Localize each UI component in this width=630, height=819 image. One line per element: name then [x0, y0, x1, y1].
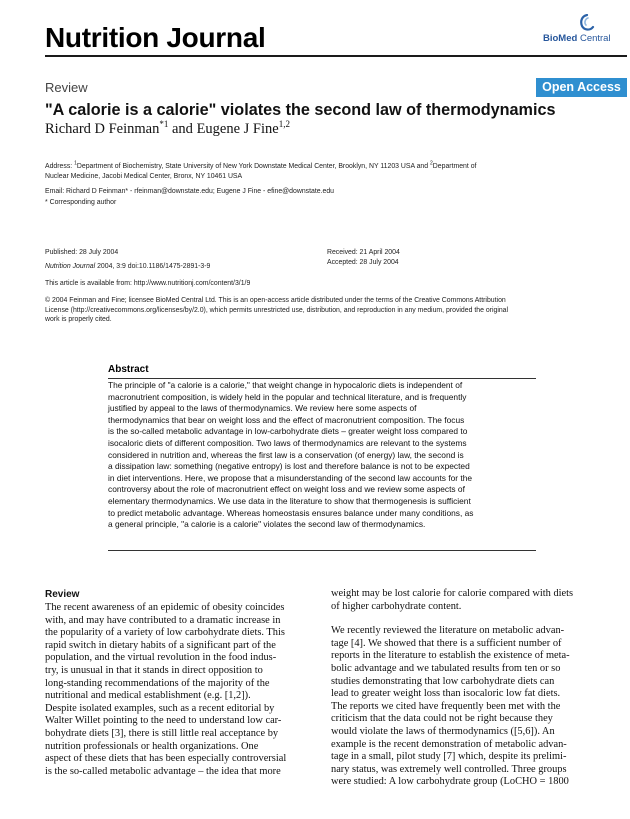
biomed-central-logo[interactable]	[543, 14, 623, 48]
body-column-right	[331, 588, 599, 789]
abstract-heading: Abstract	[108, 364, 149, 375]
body-column-left	[45, 589, 313, 778]
email-line[interactable]: Email: Richard D Feinman* - rfeinman@downstate.edu; Eugene J Fine - efine@downstate.edu	[45, 188, 334, 195]
abstract-box	[108, 364, 536, 552]
abstract-rule	[108, 550, 536, 551]
received-date: Received: 21 April 2004	[327, 249, 400, 256]
biomed-swirl-icon	[579, 14, 595, 32]
author-joiner: and	[168, 121, 197, 137]
citation-line: Nutrition Journal 2004, 3:9 doi:10.1186/1475-2891-3-9	[45, 263, 211, 270]
body-paragraph: weight may be lost calorie for calorie compared with diets of higher carbohydrate content.	[331, 588, 574, 612]
abstract-rule	[108, 378, 536, 379]
accepted-date: Accepted: 28 July 2004	[327, 259, 399, 266]
author-list	[45, 121, 290, 138]
journal-title: Nutrition Journal	[45, 22, 266, 53]
publisher-name: BioMed Central	[543, 33, 611, 44]
published-date: Published: 28 July 2004	[45, 249, 119, 256]
author-affiliation-mark: 1,2	[278, 119, 290, 130]
author-name[interactable]: Eugene J Fine	[196, 121, 279, 137]
abstract-text: The principle of "a calorie is a calorie," that weight change in hypocaloric diets is independent of macronutrient composition, is widely held in the popular and technical literature, and is frequently justified by appeal to the laws of thermodynamics. We review here some aspects of thermodynamics that bear on weight loss and the effect of macronutrient composition. The focus is the so-called metabolic advantage in low-carbohydrate diets – greater weight loss compared to isocaloric diets of different composition. Two laws of thermodynamics are relevant to the systems considered in nutrition and, whereas the first law is a conservation (of energy) law, the second is a dissipation law: something (negative entropy) is lost and therefore balance is not to be expected in diet interventions. Here, we propose that a misunderstanding of the second law accounts for the controversy about the role of macronutrient effect on weight loss and we review some aspects of elementary thermodynamics. We use data in the literature to show that thermogenesis is sufficient to predict metabolic advantage. Whereas homeostasis ensures balance under many conditions, as a general principle, "a calorie is a calorie" violates the second law of thermodynamics.	[108, 380, 474, 530]
article-availability[interactable]: This article is available from: http://www.nutritionj.com/content/3/1/9	[45, 280, 251, 287]
section-heading: Review	[45, 589, 80, 600]
copyright-notice: © 2004 Feinman and Fine; licensee BioMed Central Ltd. This is an open-access article distributed under the terms of the Creative Commons Attribution License (http://creativecommons.org/licenses/by/2.0), which permits unrestricted use, distribution, and reproduction in any medium, provided the original work is properly cited.	[45, 297, 509, 324]
header-rule	[45, 55, 627, 57]
address-line-2: Nuclear Medicine, Jacobi Medical Center, Bronx, NY 10461 USA	[45, 172, 243, 180]
article-section-label: Review	[45, 80, 88, 95]
paper-title: "A calorie is a calorie" violates the second law of thermodynamics	[45, 101, 556, 119]
open-access-badge: Open Access	[536, 78, 627, 97]
body-paragraph: We recently reviewed the literature on metabolic advan- tage [4]. We showed that there is a sufficient number of reports in the literature to establish the existence of meta- bolic advantage and we tabulated results from ten or so studies demonstrating that low carbohydrate diets can lead to greater weight loss than isocaloric low fat diets. The reports we cited have frequently been met with the criticism that the data could not be right because they would violate the laws of thermodynamics ([5,6]). An example is the recent demonstration of metabolic advan- tage in a small, pilot study [7] which, despite its prelimi- nary status, was extremely well controlled. Three groups were studied: A low carbohydrate group (LoCHO = 1800	[331, 625, 570, 788]
address-line-1: Address: $^1$Department of Biochemistry, State University of New York Downstate Medical Center, Brooklyn, NY 11203 USA and $^2$Department of	[45, 160, 477, 170]
address-block	[45, 162, 615, 181]
author-affiliation-mark: *1	[159, 119, 169, 130]
author-name[interactable]: Richard D Feinman	[45, 121, 160, 137]
corresponding-author-note: * Corresponding author	[45, 199, 117, 206]
body-paragraph: The recent awareness of an epidemic of obesity coincides with, and may have contributed to a dramatic increase in the popularity of a variety of low carbohydrate diets. This rapid switch in dietary habits of a significant part of the population, and the virtual revolution in the food indus- try, is unusual in that it stands in direct opposition to long-standing recommendations of the majority of the nutritional and medical establishment (e.g. [1,2]). Despite isolated examples, such as a recent editorial by Walter Willet pointing to the need to understand low car- bohydrate diets [3], there is still little real acceptance by nutrition professionals or health organizations. One aspect of these diets that has been especially controversial is the so-called metabolic advantage – the idea that more	[45, 602, 287, 777]
